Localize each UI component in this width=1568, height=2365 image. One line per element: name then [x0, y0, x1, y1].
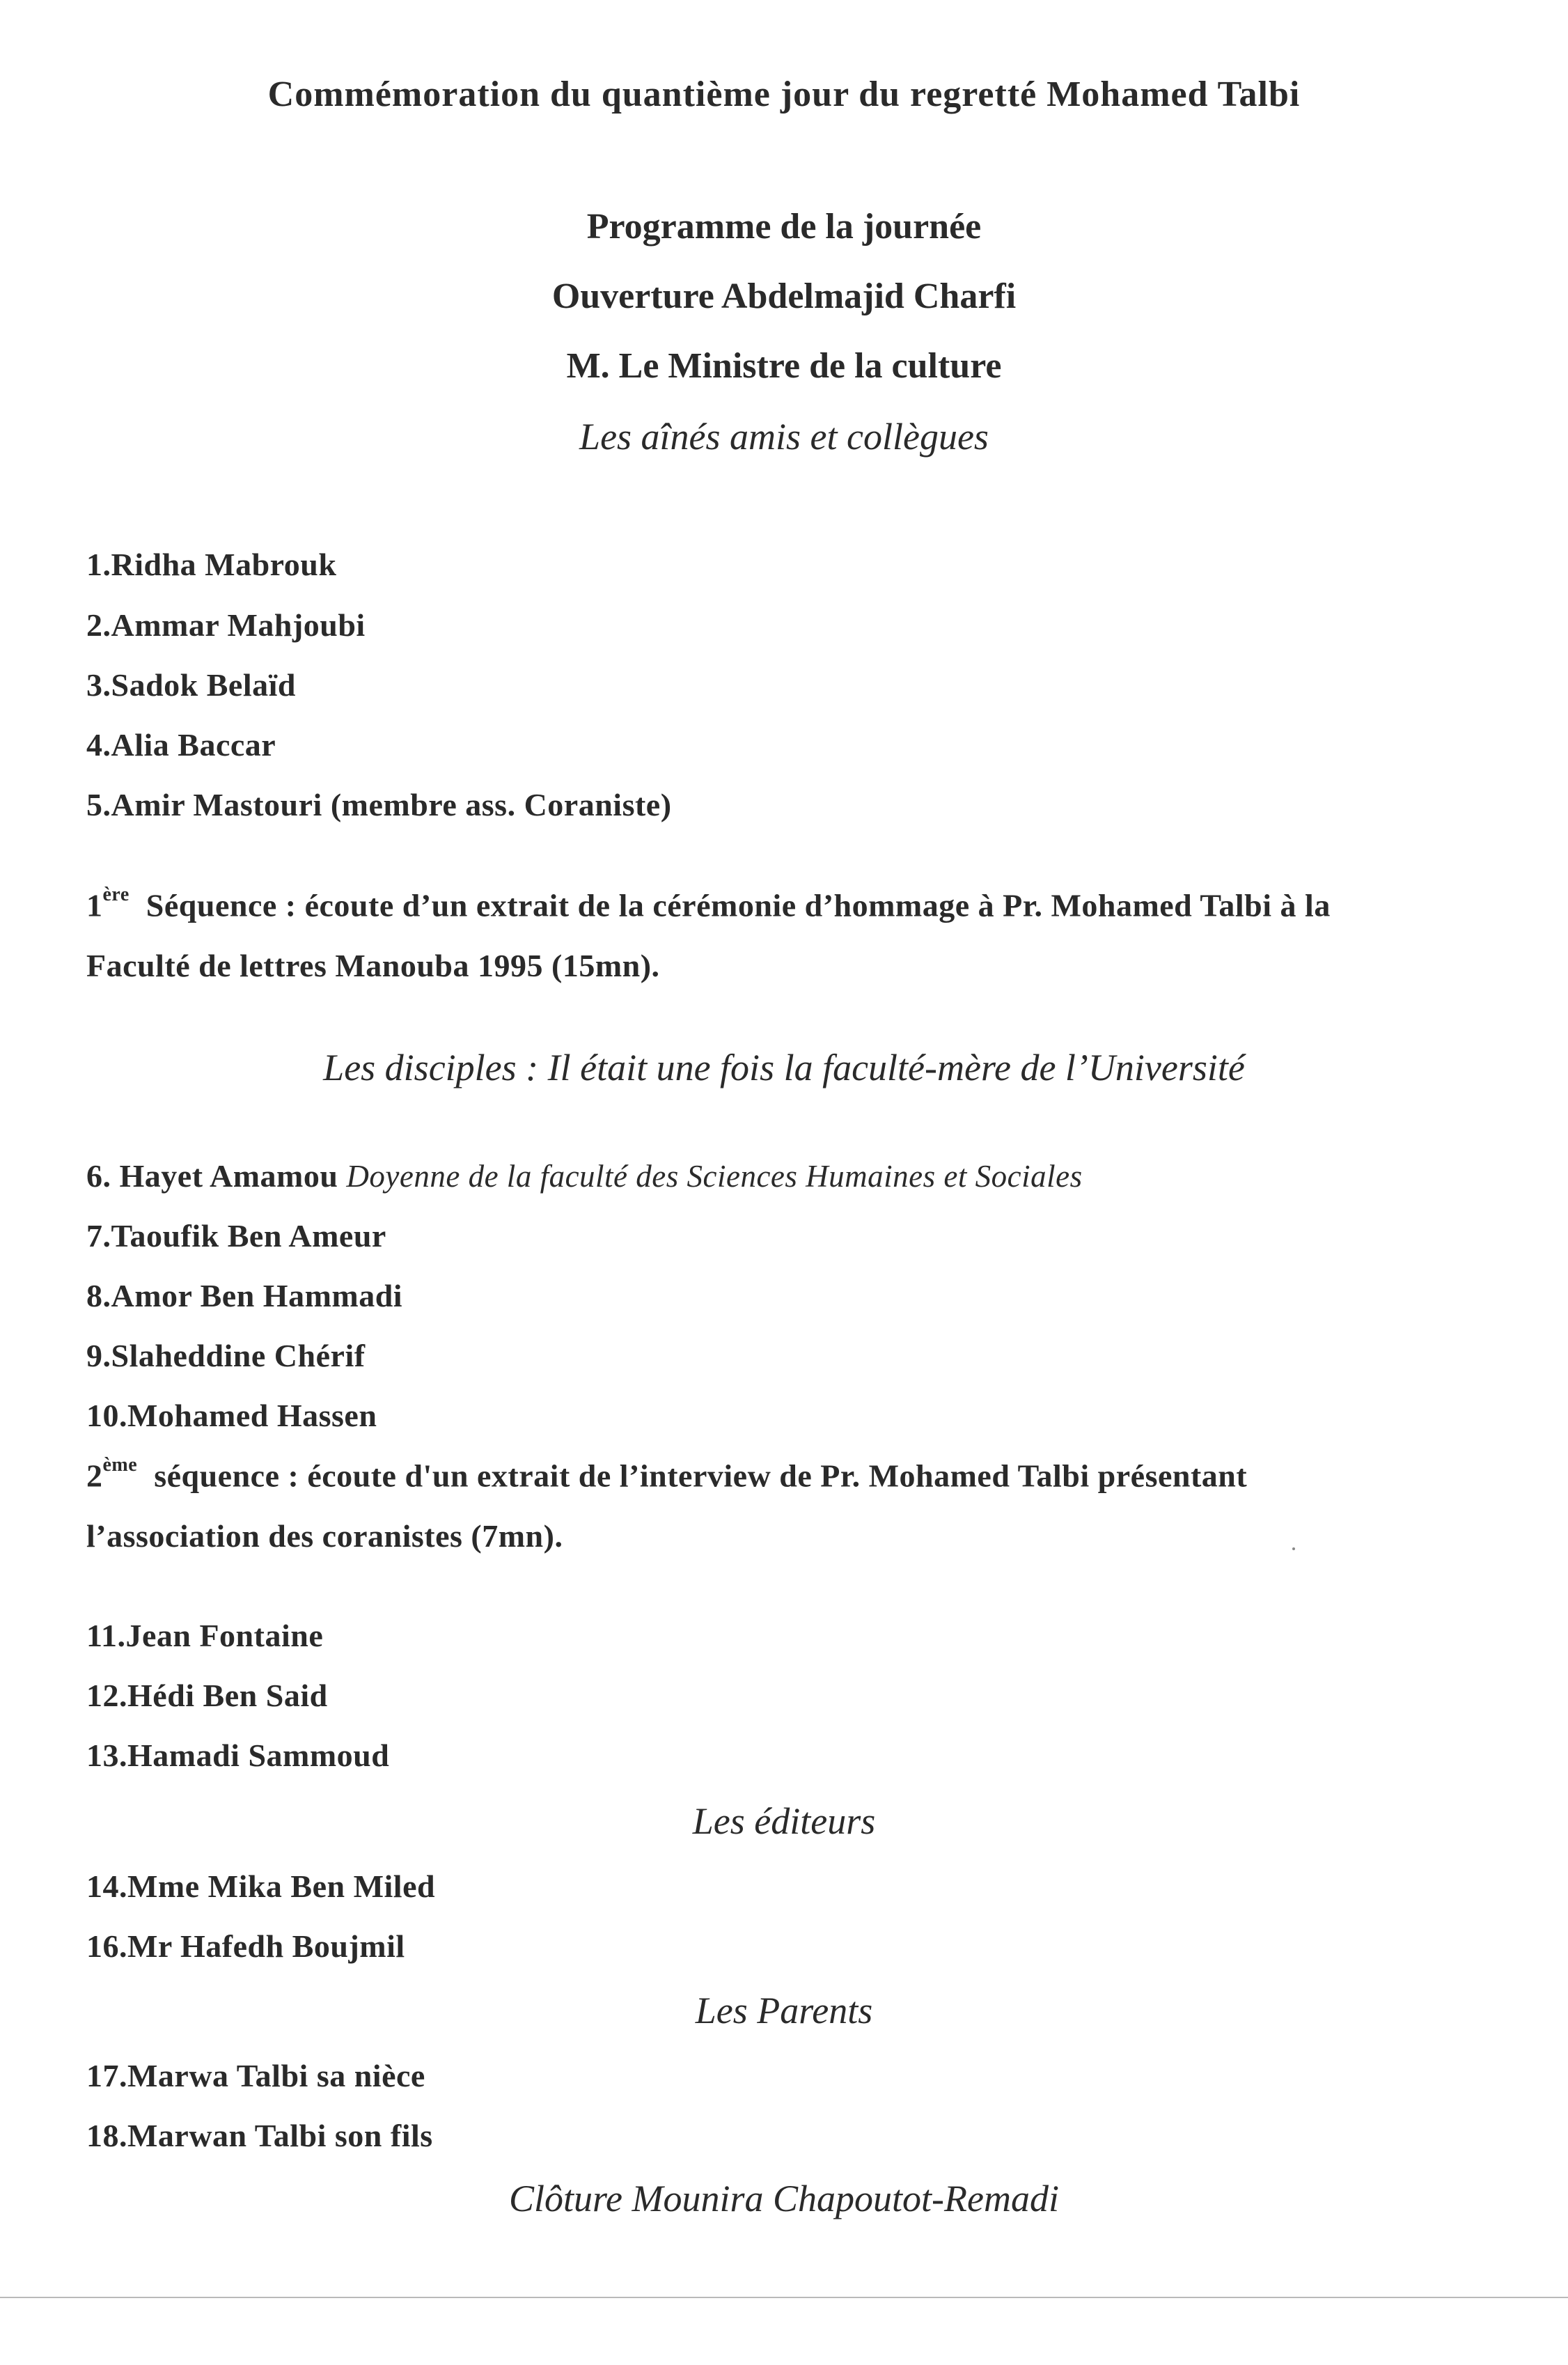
list-item: 13.Hamadi Sammoud [86, 1738, 390, 1773]
sequence-2-ordinal: ème [102, 1454, 138, 1476]
list-item: 14.Mme Mika Ben Miled [86, 1868, 436, 1904]
list-item: 4.Alia Baccar [86, 727, 276, 763]
list-item: 9.Slaheddine Chérif [86, 1338, 366, 1373]
section-disciples-heading: Les disciples : Il était une fois la faculté-mère de l’Université [323, 1047, 1245, 1088]
section-aines-heading: Les aînés amis et collègues [579, 416, 989, 458]
closing-line: Clôture Mounira Chapoutot-Remadi [509, 2178, 1059, 2219]
scan-edge-rule [0, 2297, 1568, 2298]
list-item: 17.Marwa Talbi sa nièce [86, 2058, 425, 2093]
sequence-2-line-1 [86, 1454, 1248, 1494]
list-item: 11.Jean Fontaine [86, 1618, 324, 1653]
sequence-2-text: séquence : écoute d'un extrait de l’interview de Pr. Mohamed Talbi présentant [154, 1458, 1248, 1494]
sequence-1-number: 1 [86, 887, 103, 923]
sequence-1-ordinal: ère [102, 884, 130, 905]
sequence-1-text: Séquence : écoute d’un extrait de la cérémonie d’hommage à Pr. Mohamed Talbi à la [146, 887, 1331, 923]
minister-line: M. Le Ministre de la culture [566, 346, 1002, 386]
list-item: 1.Ridha Mabrouk [86, 547, 337, 582]
list-item: 3.Sadok Belaïd [86, 667, 296, 703]
section-parents-heading: Les Parents [695, 1990, 873, 2031]
document-title: Commémoration du quantième jour du regretté Mohamed Talbi [267, 75, 1301, 114]
list-item: 16.Mr Hafedh Boujmil [86, 1928, 405, 1964]
list-item: 18.Marwan Talbi son fils [86, 2118, 433, 2153]
list-item: 12.Hédi Ben Said [86, 1678, 328, 1713]
programme-heading: Programme de la journée [586, 207, 982, 247]
sequence-2-number: 2 [86, 1458, 103, 1494]
list-item: 10.Mohamed Hassen [86, 1398, 377, 1433]
list-item: 7.Taoufik Ben Ameur [86, 1218, 386, 1254]
list-item-role: Doyenne de la faculté des Sciences Humaines et Sociales [346, 1159, 1083, 1194]
sequence-2-line-2: l’association des coranistes (7mn). [86, 1518, 563, 1554]
list-item: 8.Amor Ben Hammadi [86, 1278, 403, 1313]
scan-speck [1292, 1547, 1295, 1550]
section-editeurs-heading: Les éditeurs [692, 1800, 876, 1842]
list-item [86, 1160, 1083, 1192]
opening-line: Ouverture Abdelmajid Charfi [551, 276, 1017, 316]
sequence-1-line-2: Faculté de lettres Manouba 1995 (15mn). [86, 948, 660, 983]
list-item: 5.Amir Mastouri (membre ass. Coraniste) [86, 787, 672, 822]
list-item: 2.Ammar Mahjoubi [86, 607, 366, 643]
list-item-name: 6. Hayet Amamou [86, 1158, 338, 1194]
sequence-1-line-1 [86, 884, 1331, 923]
